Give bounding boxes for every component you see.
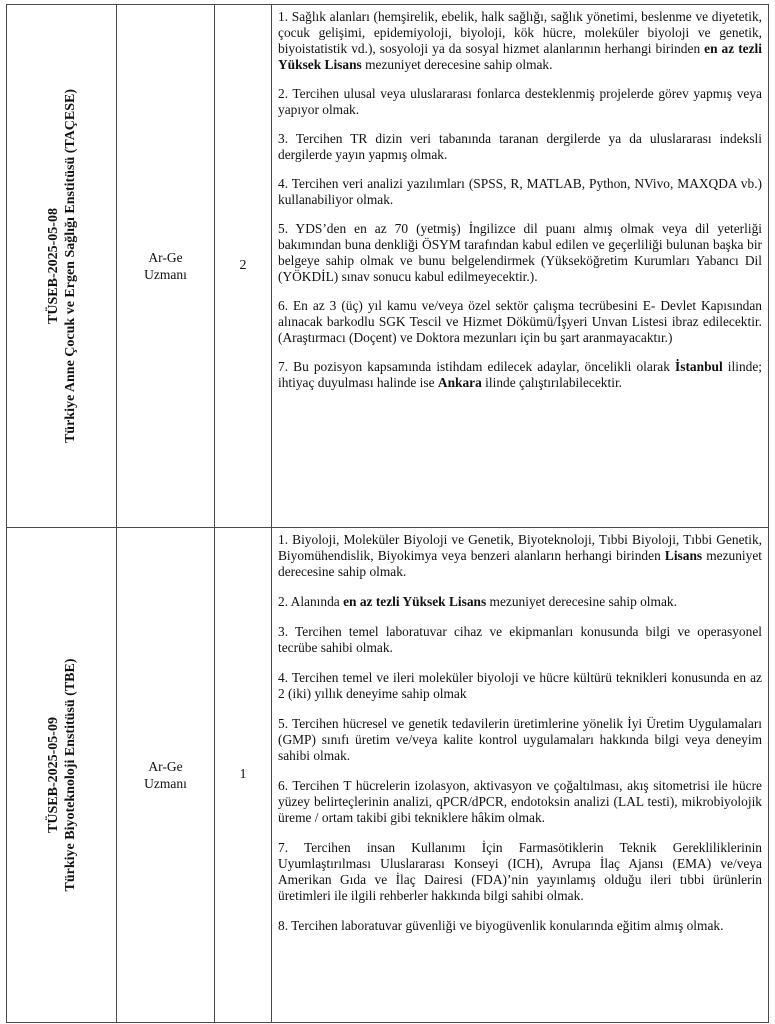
requirement-item — [278, 131, 762, 163]
position-title-cell — [117, 5, 215, 528]
requirement-text: 2. Alanında — [278, 594, 344, 609]
position-count: 2 — [215, 5, 272, 528]
requirement-item — [278, 221, 762, 285]
requirement-item — [278, 840, 762, 904]
requirement-emphasis: en az tezli Yüksek Lisans — [278, 41, 762, 72]
requirement-text: 7. Tercihen insan Kullanımı İçin Farmasötiklerin Teknik Gerekliliklerinin Uyumlaştırılması Uluslararası Konseyi (ICH), Avrupa İlaç Ajansı (EMA) ve/veya Amerikan Gıda ve İlaç Dairesi (FDA)’nin yayınlamış olduğu ileri tıbbi ürünlerin üretimleri ile ilgili rehberler hakkında bilgi sahibi olmak. — [278, 840, 762, 903]
requirement-item — [278, 298, 762, 346]
requirement-item — [278, 9, 762, 73]
requirement-item — [278, 624, 762, 656]
requirement-text: 3. Tercihen TR dizin veri tabanında taranan dergilerde ya da uluslararası indeksli dergilerde yayın yapmış olmak. — [278, 131, 762, 162]
position-title-line: Ar-Ge — [148, 250, 183, 265]
requirement-text: 6. Tercihen T hücrelerin izolasyon, aktivasyon ve çoğaltılması, akış sitometrisi ile hücre yüzey belirteçlerinin analizi, qPCR/dPCR, endotoksin analizi (LAL testi), mikrobiyolojik üreme / ortam takibi gibi tekniklere hâkim olmak. — [278, 778, 762, 825]
requirement-text: 1. Biyoloji, Moleküler Biyoloji ve Genetik, Biyoteknoloji, Tıbbi Biyoloji, Tıbbi Genetik, Biyomühendislik, Biyokimya veya benzeri alanların herhangi birinden — [278, 532, 762, 563]
requirement-item — [278, 716, 762, 764]
requirement-text: ilinde çalıştırılabilecektir. — [481, 375, 623, 390]
requirement-text: mezuniyet derecesine sahip olmak. — [278, 548, 762, 579]
requirement-text: 4. Tercihen veri analizi yazılımları (SPSS, R, MATLAB, Python, NVivo, MAXQDA vb.) kullanabiliyor olmak. — [278, 176, 762, 207]
requirement-text: 2. Tercihen ulusal veya uluslararası fonlarca desteklenmiş projelerde görev yapmış veya yapıyor olmak. — [278, 86, 762, 117]
requirement-emphasis: en az tezli Yüksek Lisans — [343, 594, 487, 609]
requirement-text: 8. Tercihen laboratuvar güvenliği ve biyogüvenlik konularında eğitim almış olmak. — [278, 918, 724, 933]
requirement-text: 6. En az 3 (üç) yıl kamu ve/veya özel sektör çalışma tecrübesini E- Devlet Kapısından alınacak barkodlu SGK Tescil ve Hizmet Dökümü/İşyeri Unvan Listesi ibraz edilecektir. (Araştırmacı (Doçent) ve Doktora mezunları için bu şart aranmayacaktır.) — [278, 298, 762, 345]
position-title-line: Uzmanı — [144, 267, 187, 282]
requirement-text: 3. Tercihen temel laboratuvar cihaz ve ekipmanları konusunda bilgi ve operasyonel tecrübe sahibi olmak. — [278, 624, 762, 655]
requirement-item — [278, 359, 762, 391]
requirement-emphasis: İstanbul — [675, 359, 723, 374]
position-code-cell — [7, 528, 117, 1023]
institute-name: Türkiye Anne Çocuk ve Ergen Sağlığı Enstitüsü (TAÇESE) — [62, 88, 78, 444]
position-code-cell — [7, 5, 117, 528]
requirement-item — [278, 176, 762, 208]
requirement-item — [278, 532, 762, 580]
requirements-cell — [272, 528, 769, 1023]
requirement-item — [278, 918, 762, 934]
requirement-emphasis: Ankara — [437, 375, 482, 390]
requirement-item — [278, 670, 762, 702]
requirement-text: mezuniyet derecesine sahip olmak. — [486, 594, 677, 609]
positions-table — [6, 4, 769, 1023]
requirement-text: 1. Sağlık alanları (hemşirelik, ebelik, halk sağlığı, sağlık yönetimi, beslenme ve diyetetik, çocuk gelişimi, epidemiyoloji, biyoloji, kök hücre, moleküler biyoloji ve genetik, biyoistatistik vd.), sosyoloji ya da sosyal hizmet alanlarının herhangi birinden — [278, 9, 762, 56]
position-count: 1 — [215, 528, 272, 1023]
position-title-cell — [117, 528, 215, 1023]
requirement-emphasis: Lisans — [664, 548, 703, 563]
institute-name: Türkiye Biyoteknoloji Enstitüsü (TBE) — [62, 658, 78, 892]
requirement-text: 5. Tercihen hücresel ve genetik tedavilerin üretimlerine yönelik İyi Üretim Uygulamaları (GMP) sınıfı üretim ve/veya kalite kontrol uygulamaları hakkında bilgi veya deneyim sahibi olmak. — [278, 716, 762, 763]
requirement-item — [278, 86, 762, 118]
requirement-item — [278, 594, 762, 610]
requirements-list — [278, 9, 762, 391]
position-code: TÜSEB-2025-05-08 — [45, 208, 61, 324]
requirement-text: 4. Tercihen temel ve ileri moleküler biyoloji ve hücre kültürü teknikleri konusunda en az 2 (iki) yıllık deneyime sahip olmak — [278, 670, 762, 701]
rotated-label — [45, 89, 79, 443]
requirement-text: 5. YDS’den en az 70 (yetmiş) İngilizce dil puanı almış olmak veya dil yeterliği bakımından buna denkliği ÖSYM tarafından kabul edilen ve geçerliliği bulunan başka bir belgeye sahip olmak ve bunu belgelendirmek (Yükseköğretim Kurumları Yabancı Dil (YÖKDİL) sınav sonucu kabul edilmeyecektir.). — [278, 221, 762, 284]
position-title-line: Uzmanı — [144, 776, 187, 791]
requirement-text: mezuniyet derecesine sahip olmak. — [361, 57, 553, 72]
requirement-text: ilinde; ihtiyaç duyulması halinde ise — [278, 359, 762, 390]
rotated-label — [45, 659, 79, 892]
table-row — [7, 5, 769, 528]
position-code: TÜSEB-2025-05-09 — [45, 717, 61, 833]
requirements-list — [278, 532, 762, 934]
position-title-line: Ar-Ge — [148, 759, 183, 774]
table-row — [7, 528, 769, 1023]
requirement-item — [278, 778, 762, 826]
requirements-cell — [272, 5, 769, 528]
requirement-text: 7. Bu pozisyon kapsamında istihdam edilecek adaylar, öncelikli olarak — [278, 359, 676, 374]
